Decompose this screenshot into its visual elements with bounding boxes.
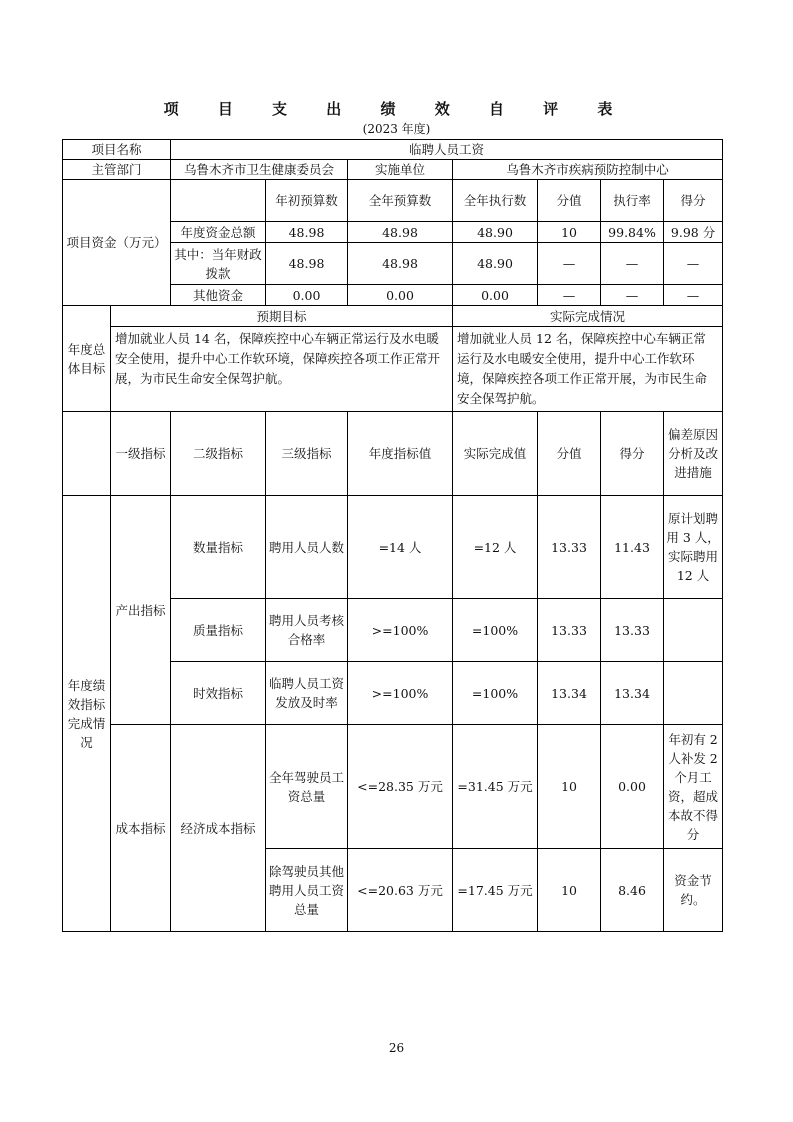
funds-cell: 48.98	[348, 222, 453, 243]
indicator-row	[63, 496, 723, 599]
funds-cell: 0.00	[453, 285, 538, 306]
page-subtitle: (2023 年度)	[362, 122, 431, 136]
indicator-output-label: 产出指标	[111, 496, 171, 725]
funds-cell: —	[538, 285, 601, 306]
indicator-got: 0.00	[601, 725, 664, 849]
funds-cell: 48.98	[348, 243, 453, 285]
funds-row-name: 其他资金	[171, 285, 266, 306]
funds-cell: —	[664, 243, 723, 285]
indicator-note: 原计划聘用 3 人，实际聘用 12 人	[664, 496, 723, 599]
indicator-header-note: 偏差原因分析及改进措施	[664, 412, 723, 496]
indicator-target: <=20.63 万元	[348, 849, 453, 932]
indicator-note	[664, 599, 723, 662]
indicator-score: 10	[538, 725, 601, 849]
goals-expected-label: 预期目标	[111, 306, 453, 327]
indicator-target: =14 人	[348, 496, 453, 599]
goals-header-row	[63, 306, 723, 327]
dept-row	[63, 160, 723, 180]
indicator-got: 8.46	[601, 849, 664, 932]
funds-cell: —	[664, 285, 723, 306]
indicator-header-target: 年度指标值	[348, 412, 453, 496]
goals-actual-text: 增加就业人员 12 名，保障疾控中心车辆正常运行及水电暖安全使用，提升中心工作软环境，保障疾控各项工作正常开展，为市民生命安全保驾护航。	[453, 327, 723, 412]
indicator-target: >=100%	[348, 599, 453, 662]
indicator-got: 13.34	[601, 662, 664, 725]
funds-header-3: 分值	[538, 180, 601, 222]
dept-label: 主管部门	[63, 160, 171, 180]
indicator-header-blank	[63, 412, 111, 496]
funds-header-1: 全年预算数	[348, 180, 453, 222]
impl-label: 实施单位	[348, 160, 453, 180]
indicator-header-l1: 一级指标	[111, 412, 171, 496]
indicator-note: 年初有 2 人补发 2 个月工资，超成本故不得分	[664, 725, 723, 849]
impl-value: 乌鲁木齐市疾病预防控制中心	[453, 160, 723, 180]
funds-header-4: 执行率	[601, 180, 664, 222]
funds-cell: 9.98 分	[664, 222, 723, 243]
indicator-header-l2: 二级指标	[171, 412, 266, 496]
project-name-label: 项目名称	[63, 140, 171, 160]
funds-cell: —	[601, 285, 664, 306]
funds-header-5: 得分	[664, 180, 723, 222]
dept-value: 乌鲁木齐市卫生健康委员会	[171, 160, 348, 180]
funds-header-blank	[171, 180, 266, 222]
indicator-score: 10	[538, 849, 601, 932]
indicator-score: 13.33	[538, 599, 601, 662]
indicator-cost-label: 成本指标	[111, 725, 171, 932]
indicator-actual: =31.45 万元	[453, 725, 538, 849]
goals-label: 年度总体目标	[63, 306, 111, 412]
indicator-got: 13.33	[601, 599, 664, 662]
indicator-header-actual: 实际完成值	[453, 412, 538, 496]
funds-cell: 99.84%	[601, 222, 664, 243]
funds-header-2: 全年执行数	[453, 180, 538, 222]
indicator-header-row	[63, 412, 723, 496]
funds-cell: 48.90	[453, 243, 538, 285]
indicator-header-l3: 三级指标	[266, 412, 348, 496]
indicator-l3: 全年驾驶员工资总量	[266, 725, 348, 849]
indicator-note	[664, 662, 723, 725]
goals-expected-text: 增加就业人员 14 名，保障疾控中心车辆正常运行及水电暖安全使用，提升中心工作软环境，保障疾控各项工作正常开展，为市民生命安全保驾护航。	[111, 327, 453, 412]
goals-content-row	[63, 327, 723, 412]
indicator-actual: =100%	[453, 599, 538, 662]
funds-cell: 10	[538, 222, 601, 243]
project-name-row	[63, 140, 723, 160]
indicator-header-got: 得分	[601, 412, 664, 496]
indicator-target: <=28.35 万元	[348, 725, 453, 849]
funds-header-0: 年初预算数	[266, 180, 348, 222]
indicator-l3: 聘用人员考核合格率	[266, 599, 348, 662]
evaluation-table	[62, 139, 723, 932]
indicator-row	[63, 725, 723, 849]
project-name-value: 临聘人员工资	[171, 140, 723, 160]
funds-header-row	[63, 180, 723, 222]
indicator-actual: =17.45 万元	[453, 849, 538, 932]
page-title: 项 目 支 出 绩 效 自 评 表	[163, 100, 630, 118]
indicator-got: 11.43	[601, 496, 664, 599]
indicator-l2: 质量指标	[171, 599, 266, 662]
funds-cell: 0.00	[348, 285, 453, 306]
indicator-section-label: 年度绩效指标完成情况	[63, 496, 111, 932]
indicator-l3: 除驾驶员其他聘用人员工资总量	[266, 849, 348, 932]
indicator-l2: 时效指标	[171, 662, 266, 725]
indicator-l3: 临聘人员工资发放及时率	[266, 662, 348, 725]
funds-cell: —	[601, 243, 664, 285]
indicator-l2: 数量指标	[171, 496, 266, 599]
page-number: 26	[388, 1041, 405, 1055]
funds-cell: 48.98	[266, 222, 348, 243]
indicator-score: 13.34	[538, 662, 601, 725]
funds-row-name: 年度资金总额	[171, 222, 266, 243]
indicator-note: 资金节约。	[664, 849, 723, 932]
indicator-target: >=100%	[348, 662, 453, 725]
funds-cell: 48.98	[266, 243, 348, 285]
funds-cell: 0.00	[266, 285, 348, 306]
funds-cell: —	[538, 243, 601, 285]
indicator-actual: =100%	[453, 662, 538, 725]
indicator-l2: 经济成本指标	[171, 725, 266, 932]
indicator-score: 13.33	[538, 496, 601, 599]
funds-label: 项目资金（万元）	[63, 180, 171, 306]
funds-row-name: 其中：当年财政拨款	[171, 243, 266, 285]
funds-cell: 48.90	[453, 222, 538, 243]
indicator-l3: 聘用人员人数	[266, 496, 348, 599]
indicator-actual: =12 人	[453, 496, 538, 599]
goals-actual-label: 实际完成情况	[453, 306, 723, 327]
indicator-header-score: 分值	[538, 412, 601, 496]
